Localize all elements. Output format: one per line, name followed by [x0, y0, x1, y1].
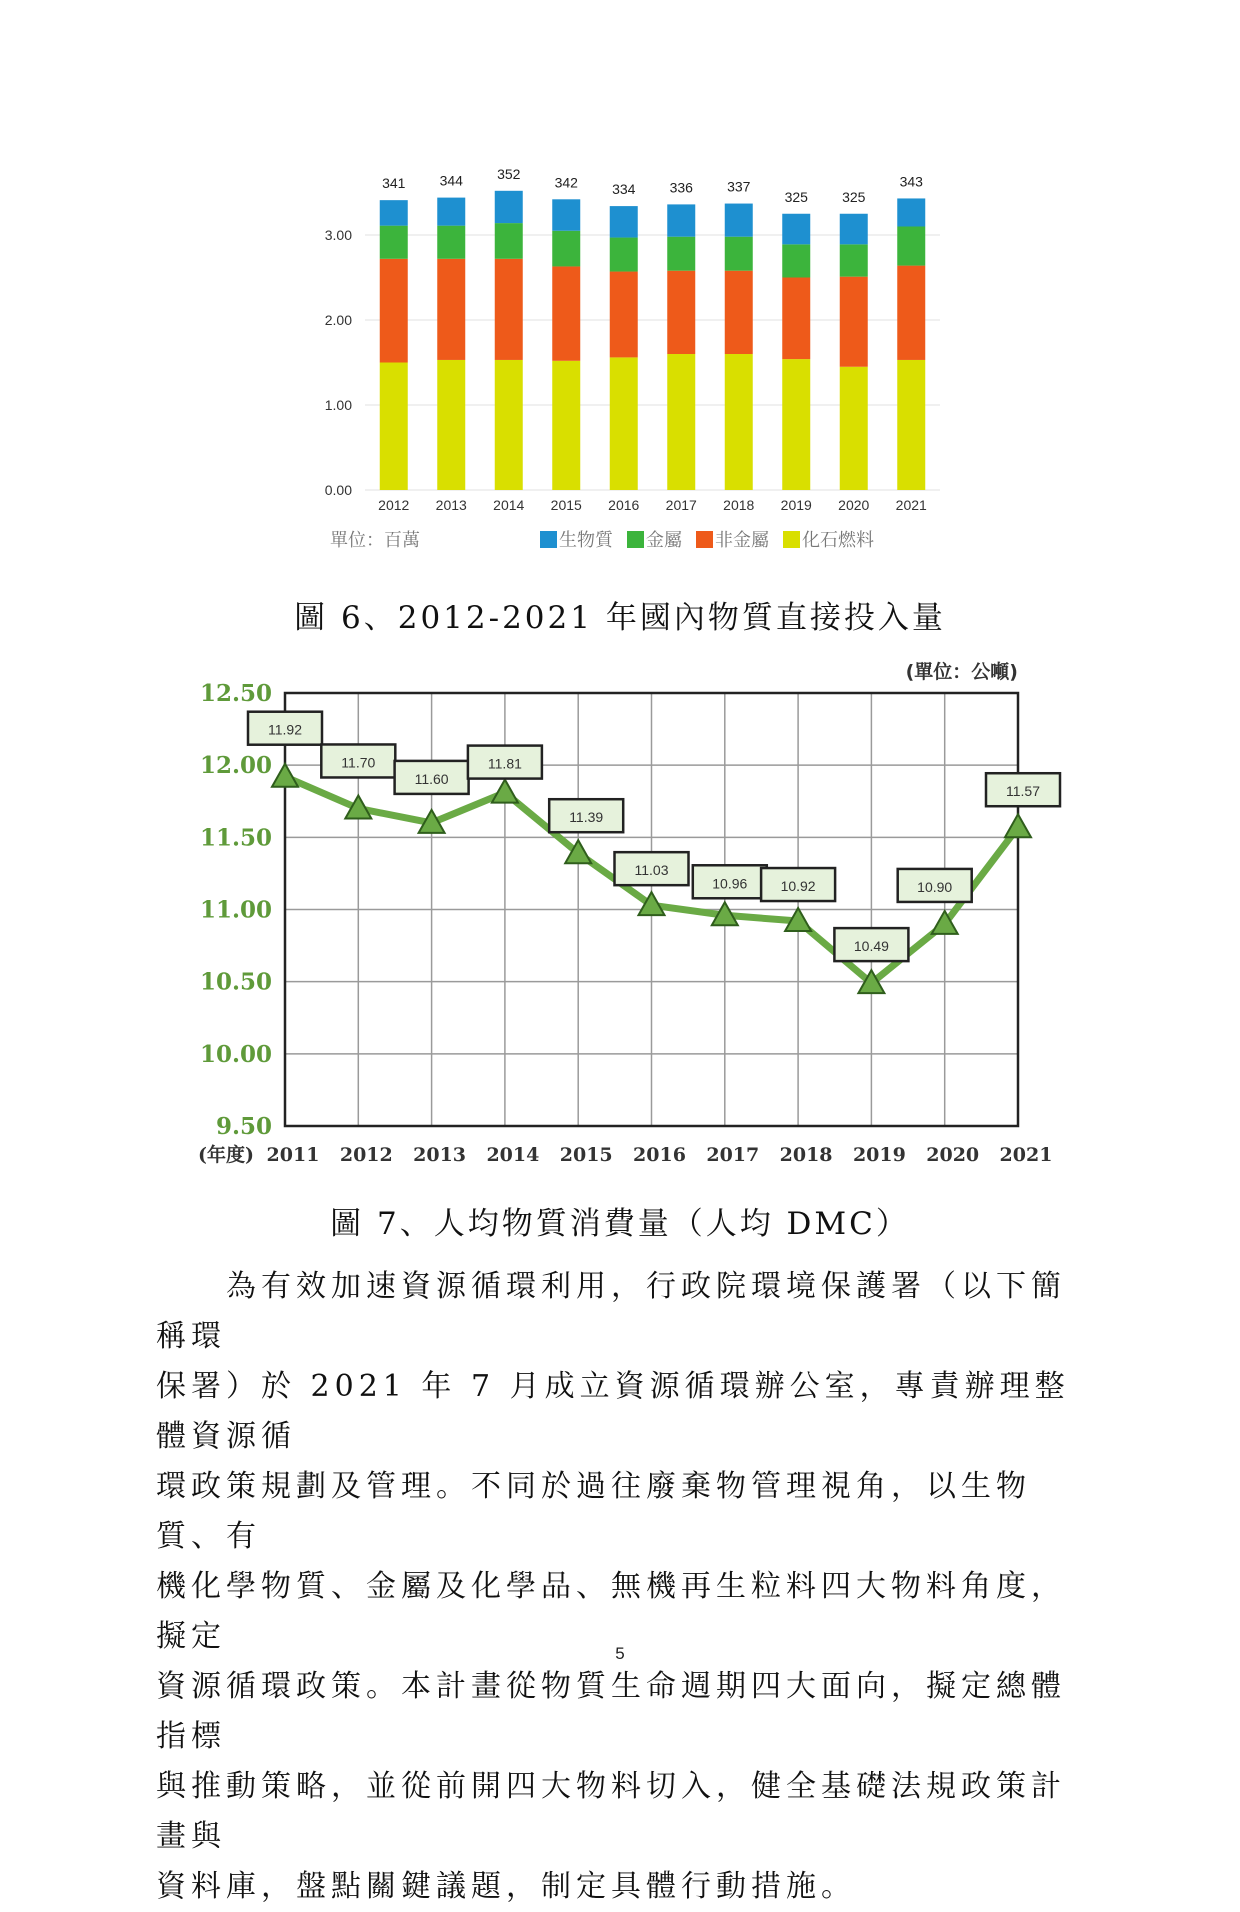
data-label: 11.03 [634, 862, 669, 879]
bar-total-label: 343 [899, 173, 923, 190]
body-line: 保署）於 2021 年 7 月成立資源循環辦公室，專責辦理整體資源循 [156, 1369, 1070, 1454]
bar-segment [495, 259, 523, 360]
legend-swatch [540, 531, 557, 548]
x-tick-label: 2012 [378, 497, 410, 513]
body-line: 與推動策略，並從前開四大物料切入，健全基礎法規政策計畫與 [156, 1769, 1066, 1854]
x-tick-label: 2012 [339, 1144, 393, 1166]
y-tick-label: 12.00 [199, 752, 272, 780]
bar-segment [840, 277, 868, 367]
data-label: 10.96 [712, 875, 748, 892]
bar-segment [380, 226, 408, 259]
bar-segment [782, 244, 810, 277]
legend-swatch [627, 531, 644, 548]
body-line: 機化學物質、金屬及化學品、無機再生粒料四大物料角度，擬定 [156, 1569, 1066, 1654]
legend-swatch [696, 531, 713, 548]
bar-segment [610, 357, 638, 490]
y-tick-label: 0.00 [324, 482, 352, 498]
x-tick-label: 2019 [852, 1144, 906, 1166]
y-tick-label: 11.00 [199, 896, 272, 924]
x-tick-label: 2011 [266, 1144, 320, 1166]
data-label: 10.92 [780, 878, 816, 895]
y-tick-label: 12.50 [199, 680, 272, 707]
x-tick-label: 2016 [608, 497, 640, 513]
bar-total-label: 342 [554, 174, 578, 191]
unit-label: (單位：公噸) [905, 661, 1018, 683]
x-tick-label: 2015 [550, 497, 582, 513]
x-tick-label: 2013 [435, 497, 467, 513]
bar-segment [725, 271, 753, 354]
y-tick-label: 2.00 [324, 312, 352, 328]
bar-segment [782, 359, 810, 490]
data-label: 11.39 [569, 809, 604, 826]
bar-segment [897, 198, 925, 226]
body-line: 為有效加速資源循環利用，行政院環境保護署（以下簡稱環 [156, 1269, 1066, 1354]
unit-label: 單位：百萬 [330, 530, 420, 551]
bar-total-label: 325 [784, 188, 808, 205]
figure-7-caption: 圖 7、人均物質消費量（人均 DMC） [330, 1206, 910, 1242]
bar-segment [667, 237, 695, 271]
bar-segment [840, 244, 868, 276]
data-label: 10.49 [853, 938, 889, 955]
y-tick-label: 1.00 [324, 397, 352, 413]
bar-segment [897, 266, 925, 360]
bar-segment [725, 354, 753, 490]
bar-segment [897, 227, 925, 266]
data-label: 10.90 [917, 878, 953, 895]
bar-segment [495, 223, 523, 259]
data-label: 11.57 [1006, 783, 1040, 800]
bar-total-label: 336 [669, 179, 693, 196]
x-tick-label: 2021 [895, 497, 927, 513]
bar-segment [552, 266, 580, 360]
body-line: 環政策規劃及管理。不同於過往廢棄物管理視角，以生物質、有 [156, 1469, 1031, 1554]
bar-segment [437, 226, 465, 259]
bar-segment [495, 191, 523, 223]
bar-segment [495, 360, 523, 490]
data-label: 11.81 [487, 755, 522, 772]
bar-total-label: 337 [727, 178, 751, 195]
x-tick-label: 2015 [559, 1144, 613, 1166]
x-tick-label: 2017 [665, 497, 697, 513]
x-axis-label: (年度) [198, 1144, 254, 1166]
bar-segment [437, 360, 465, 490]
data-point-marker [492, 780, 518, 803]
bar-segment [380, 259, 408, 363]
bar-segment [782, 214, 810, 245]
data-label: 11.60 [414, 770, 449, 787]
bar-segment [725, 204, 753, 237]
page-number: 5 [615, 1644, 625, 1663]
y-tick-label: 3.00 [324, 227, 352, 243]
bar-segment [552, 199, 580, 230]
bar-segment [667, 204, 695, 236]
y-tick-label: 10.50 [199, 968, 272, 996]
bar-segment [437, 198, 465, 226]
x-tick-label: 2020 [926, 1144, 980, 1166]
bar-total-label: 344 [439, 172, 463, 189]
bar-segment [897, 360, 925, 490]
legend-label: 金屬 [646, 530, 682, 551]
bar-segment [782, 278, 810, 360]
x-tick-label: 2017 [706, 1144, 760, 1166]
stacked-bar-chart [290, 160, 970, 560]
y-tick-label: 11.50 [199, 824, 272, 852]
data-point-marker [1005, 814, 1031, 837]
data-label: 11.92 [268, 721, 302, 738]
bar-segment [840, 214, 868, 245]
legend-swatch [783, 531, 800, 548]
bar-segment [610, 206, 638, 237]
bar-segment [610, 272, 638, 358]
bar-total-label: 334 [612, 181, 636, 198]
x-tick-label: 2019 [780, 497, 812, 513]
legend-label: 化石燃料 [802, 530, 874, 551]
x-tick-label: 2018 [723, 497, 755, 513]
bar-segment [437, 259, 465, 360]
bar-segment [380, 363, 408, 491]
data-point-marker [272, 764, 298, 787]
y-tick-label: 10.00 [199, 1040, 272, 1068]
x-tick-label: 2018 [779, 1144, 833, 1166]
x-tick-label: 2021 [999, 1144, 1053, 1166]
body-line: 資料庫，盤點關鍵議題，制定具體行動措施。 [156, 1869, 856, 1904]
x-tick-label: 2013 [413, 1144, 467, 1166]
bar-total-label: 325 [842, 188, 866, 205]
bar-segment [725, 237, 753, 271]
x-tick-label: 2016 [633, 1144, 686, 1166]
x-tick-label: 2014 [486, 1144, 540, 1166]
bar-segment [552, 361, 580, 490]
bar-segment [610, 238, 638, 272]
bar-total-label: 352 [497, 165, 521, 182]
bar-segment [667, 271, 695, 354]
x-tick-label: 2014 [493, 497, 525, 513]
body-paragraph [156, 1262, 1096, 1912]
bar-total-label: 341 [382, 175, 406, 192]
y-tick-label: 9.50 [215, 1113, 272, 1140]
bar-segment [552, 231, 580, 267]
legend-label: 非金屬 [715, 530, 769, 551]
figure-6-caption: 圖 6、2012-2021 年國內物質直接投入量 [294, 600, 946, 636]
body-line: 資源循環政策。本計畫從物質生命週期四大面向，擬定總體指標 [156, 1669, 1066, 1754]
x-tick-label: 2020 [838, 497, 870, 513]
bar-segment [380, 200, 408, 226]
bar-segment [840, 367, 868, 490]
bar-segment [667, 354, 695, 490]
line-chart [180, 660, 1080, 1180]
data-label: 11.70 [341, 754, 376, 771]
legend-label: 生物質 [559, 530, 613, 551]
